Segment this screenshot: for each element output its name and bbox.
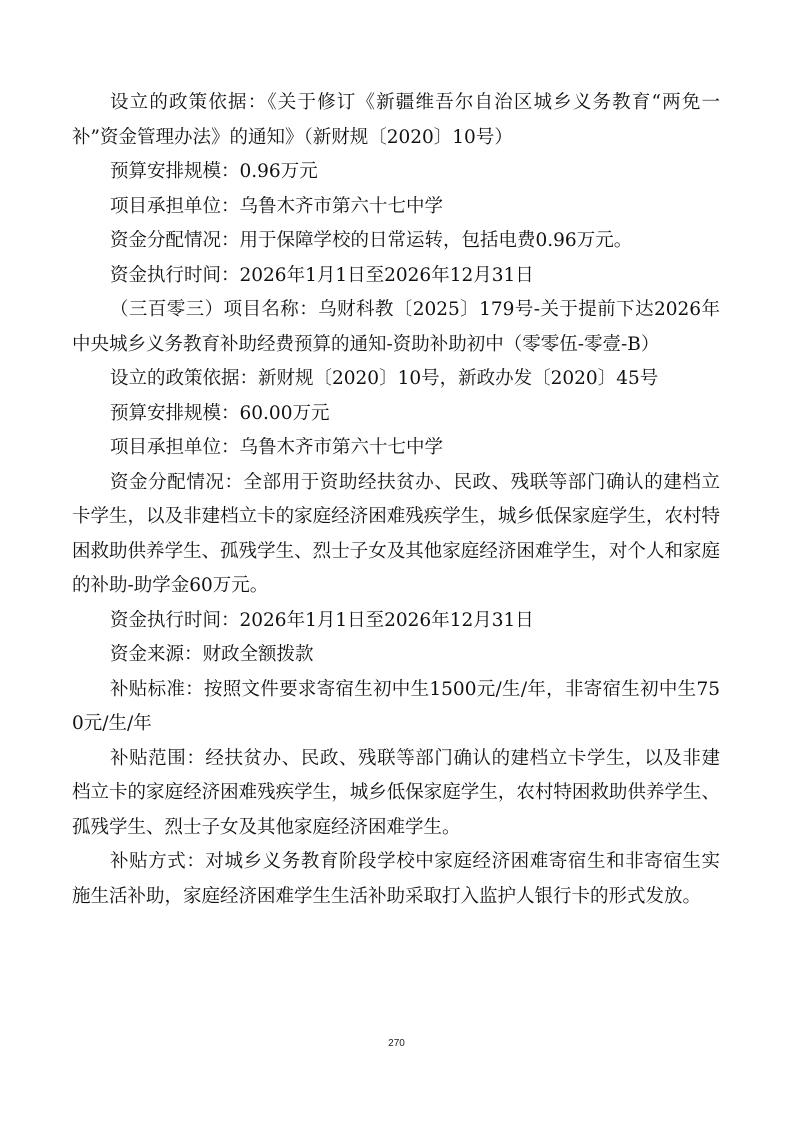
budget-scale-paragraph: 预算安排规模：0.96万元	[110, 161, 318, 182]
subsidy-scope-paragraph: 补贴范围：经扶贫办、民政、残联等部门确认的建档立卡学生，以及非建档立卡的家庭经济困难残疾学生，城乡低保家庭学生，农村特困救助供养学生、孤残学生、烈士子女及其他家庭经济困难学生。	[72, 747, 720, 838]
fund-allocation-paragraph: 资金分配情况：全部用于资助经扶贫办、民政、残联等部门确认的建档立卡学生，以及非建档立卡的家庭经济困难残疾学生，城乡低保家庭学生，农村特困救助供养学生、孤残学生、烈士子女及其他家庭经济困难学生，对个人和家庭的补助-助学金60万元。	[72, 471, 720, 596]
page-number: 270	[388, 1038, 405, 1049]
subsidy-method-paragraph: 补贴方式：对城乡义务教育阶段学校中家庭经济困难寄宿生和非寄宿生实施生活补助，家庭经济困难学生生活补助采取打入监护人银行卡的形式发放。	[72, 851, 720, 907]
fund-source-paragraph: 资金来源：财政全额拨款	[110, 644, 314, 665]
responsible-unit-paragraph: 项目承担单位：乌鲁木齐市第六十七中学	[110, 437, 444, 458]
body-text	[72, 86, 720, 914]
execution-time-paragraph: 资金执行时间：2026年1月1日至2026年12月31日	[110, 609, 534, 631]
subsidy-standard-paragraph: 补贴标准：按照文件要求寄宿生初中生1500元/生/年，非寄宿生初中生750元/生/年	[72, 678, 720, 734]
responsible-unit-paragraph: 项目承担单位：乌鲁木齐市第六十七中学	[110, 195, 444, 217]
execution-time-paragraph: 资金执行时间：2026年1月1日至2026年12月31日	[110, 264, 534, 286]
policy-basis-paragraph: 设立的政策依据：新财规〔2020〕10号，新政办发〔2020〕45号	[110, 368, 659, 389]
fund-allocation-paragraph: 资金分配情况：用于保障学校的日常运转，包括电费0.96万元。	[110, 230, 633, 251]
budget-scale-paragraph: 预算安排规模：60.00万元	[110, 402, 330, 424]
policy-basis-paragraph: 设立的政策依据：《关于修订《新疆维吾尔自治区城乡义务教育“两免一补”资金管理办法》的通知》（新财规〔2020〕10号）	[72, 92, 720, 148]
project-name-paragraph: （三百零三）项目名称：乌财科教〔2025〕179号-关于提前下达2026年中央城乡义务教育补助经费预算的通知-资助补助初中（零零伍-零壹-B）	[72, 299, 720, 355]
